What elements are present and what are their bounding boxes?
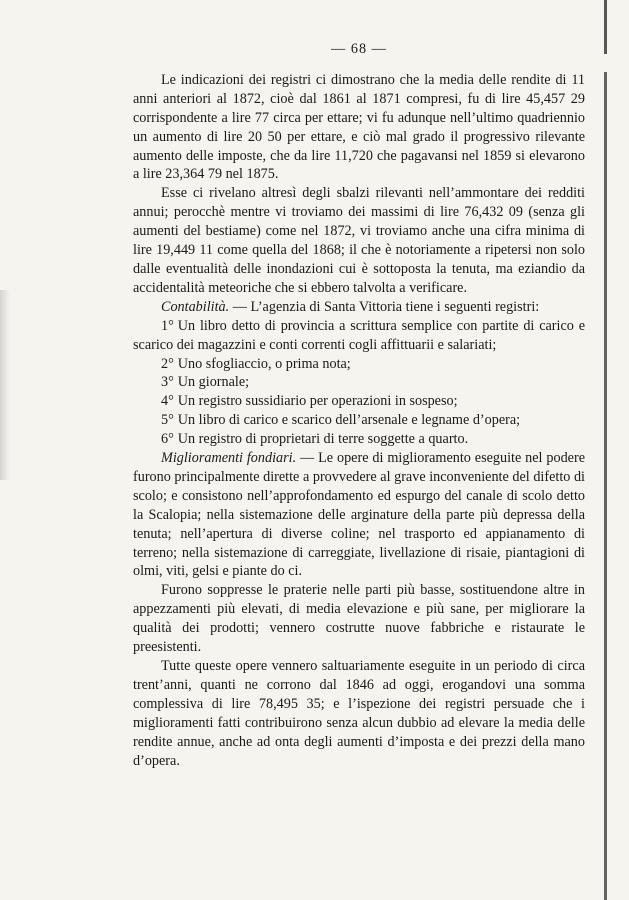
page-body xyxy=(133,40,585,770)
list-item: 2° Uno sfogliaccio, o prima nota; xyxy=(161,355,351,372)
list-item: 1° Un libro detto di provincia a scrittura semplice con partite di carico e scarico dei magazzini e conti correnti cogli affittuarii e salariati; xyxy=(133,317,585,353)
list-item: 4° Un registro sussidiario per operazioni in sospeso; xyxy=(161,393,458,410)
list-item: 6° Un registro di proprietari di terre soggette a quarto. xyxy=(161,431,469,448)
registri-list xyxy=(133,317,585,449)
paragraph-sbalzi: Esse ci rivelano altresì degli sbalzi rilevanti nell’ammontare dei redditi annui; perocchè mentre vi troviamo dei massimi di lire 76,432 09 (senza gli aumenti del bestiame) come nel 1872, vi troviamo anche una cifra minima di lire 19,449 11 come quella del 1868; il che è notoriamente a ripetersi non solo dalle eventualità delle inondazioni cui è sottoposta la tenuta, ma eziandio da accidentalità meteoriche che si ebbero talvolta a verificare. xyxy=(133,185,585,296)
section-heading-contabilita: Contabilità. xyxy=(161,298,230,315)
section-heading-miglioramenti: Miglioramenti fondiari. xyxy=(161,450,297,467)
paragraph-contabilita xyxy=(133,298,585,317)
paragraph-rendite: Le indicazioni dei registri ci dimostrano che la media delle rendite di 11 anni anteriori al 1872, cioè dal 1861 al 1871 compresi, fu di lire 45,457 29 corrispondente a lire 77 circa per ettare; vi fu adunque nell’ultimo quadriennio un aumento di lire 20 50 per ettare, e ciò mal grado il progressivo rilevante aumento delle imposte, che da lire 11,720 che pagavansi nel 1859 si elevarono a lire 23,364 79 nel 1875. xyxy=(133,71,585,183)
page-edge-shadow xyxy=(604,0,607,900)
page-number: — 68 — xyxy=(331,41,387,57)
paragraph-miglioramenti xyxy=(133,449,585,581)
binding-shadow xyxy=(0,290,10,480)
list-item: 3° Un giornale; xyxy=(161,374,250,391)
miglioramenti-text: — Le opere di miglioramento eseguite nel podere furono principalmente dirette a provvedere al grave inconveniente del difetto di scolo; e consistono nell’approfondamento ed espurgo del canale di scolo detto la Scalopia; nella sistemazione delle arginature della parte più depressa della tenuta; nell’apertura di diverse coline; nel trasporto ed appianamento di terreno; nella sistemazione di carreggiate, livellazione di risaie, piantagioni di olmi, viti, gelsi e piante do ci. xyxy=(133,450,586,580)
paragraph-opere: Tutte queste opere vennero saltuariamente eseguite in un periodo di circa trent’anni, quanti ne corrono dal 1846 ad oggi, erogandovi una somma complessiva di lire 78,495 35; e l’ispezione dei registri persuade che i miglioramenti fatti contribuirono senza alcun dubbio ad elevare la media delle rendite annue, anche ad onta degli aumenti d’imposta e dei prezzi della mano d’opera. xyxy=(133,658,585,769)
paragraph-praterie: Furono soppresse le praterie nelle parti più basse, sostituendone altre in appezzamenti più elevati, di media elevazione e più sane, per migliorare la qualità dei prodotti; vennero costrutte nuove fabbriche e ristaurate le preesistenti. xyxy=(133,582,585,656)
contabilita-intro: — L’agenzia di Santa Vittoria tiene i seguenti registri: xyxy=(229,298,540,315)
list-item: 5° Un libro di carico e scarico dell’arsenale e legname d’opera; xyxy=(161,412,521,429)
